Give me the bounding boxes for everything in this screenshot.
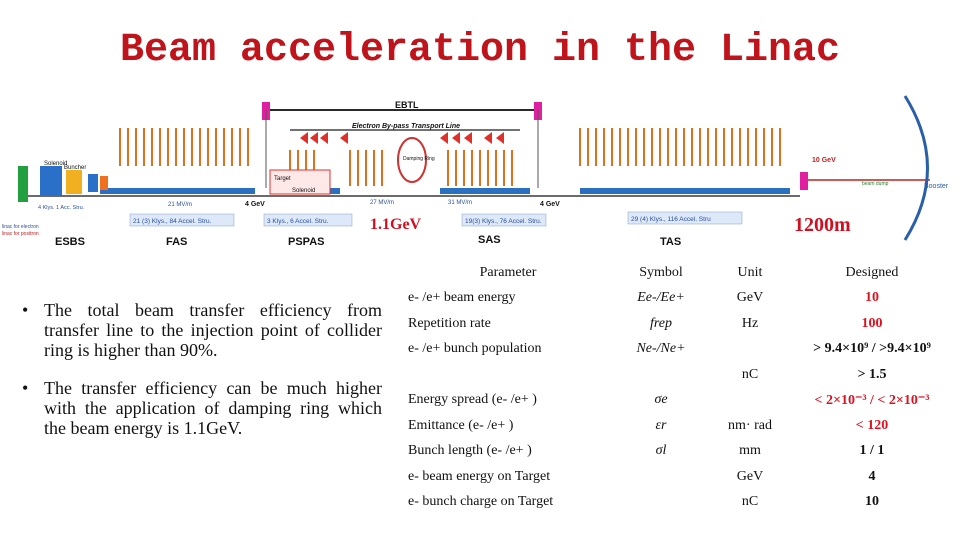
cell-unit: mm <box>739 443 761 459</box>
energy-4gev-left: 4 GeV <box>245 201 265 208</box>
cell-param: e- bunch charge on Target <box>408 494 554 510</box>
section-esbs: ESBS <box>55 236 85 248</box>
cell-designed: 1 / 1 <box>859 443 885 459</box>
cell-unit: GeV <box>736 290 764 306</box>
cell-unit: nC <box>741 366 759 382</box>
cell-unit: Hz <box>741 315 759 331</box>
cell-unit <box>710 337 790 363</box>
table-row <box>404 362 954 388</box>
cell-symbol <box>612 490 710 516</box>
cell-designed: 4 <box>868 468 876 484</box>
cell-param: e- beam energy on Target <box>408 468 551 484</box>
cell-param: Energy spread (e- /e+ ) <box>408 392 537 408</box>
cell-designed: < 2×10⁻³ / < 2×10⁻³ <box>814 392 930 408</box>
cell-param: Repetition rate <box>408 315 491 331</box>
parameter-table <box>404 260 954 515</box>
cell-symbol: σl <box>655 443 667 459</box>
solenoid-bottom-label: Solenoid <box>292 188 316 194</box>
cell-unit: nC <box>741 494 759 510</box>
cell-designed: 10 <box>865 494 879 510</box>
header-parameter: Parameter <box>479 264 537 280</box>
solenoid-top-label: Solenoid <box>44 161 68 167</box>
section-sas: SAS <box>478 234 501 246</box>
buncher-label: Buncher <box>64 165 87 171</box>
header-designed: Designed <box>845 264 899 280</box>
table-row <box>404 388 954 414</box>
section-tas: TAS <box>660 236 682 248</box>
booster-label: Booster <box>924 183 949 190</box>
esbs-buncher <box>66 170 82 194</box>
damping-ring-label: Damping Ring <box>403 156 435 162</box>
cell-symbol <box>612 464 710 490</box>
energy-1-1gev: 1.1GeV <box>370 216 422 233</box>
gradient-1: 21 MV/m <box>168 202 193 208</box>
table-row <box>404 439 954 465</box>
accel-structures-left <box>120 128 248 166</box>
beam-dump-label: beam dump <box>862 181 889 187</box>
cell-symbol: Ee-/Ee+ <box>637 290 685 306</box>
legend-electron: linac for electron <box>2 224 39 230</box>
bullet-list <box>22 300 382 456</box>
table-row <box>404 337 954 363</box>
target-label: Target <box>274 176 291 182</box>
seg-sas-label: 19(3) Klys., 76 Accel. Stru. <box>465 218 542 225</box>
energy-10gev: 10 GeV <box>812 157 836 164</box>
seg-esbs-label: 4 Klys. 1 Acc. Stru. <box>38 205 85 211</box>
cell-symbol: Ne-/Ne+ <box>636 341 686 357</box>
energy-4gev-right: 4 GeV <box>540 201 560 208</box>
header-unit: Unit <box>737 264 763 280</box>
cell-symbol: σe <box>654 392 668 408</box>
cell-param: e- /e+ beam energy <box>408 290 516 306</box>
linac-segment-fas <box>100 188 255 194</box>
linac-segment-sas <box>440 188 530 194</box>
table-row <box>404 464 954 490</box>
cell-symbol: frep <box>649 315 673 331</box>
linac-layout-diagram <box>0 88 960 258</box>
table-row <box>404 490 954 516</box>
seg-fas-label: 21 (3) Klys., 84 Accel. Stru. <box>133 218 212 225</box>
legend-positron: linac for positron <box>2 231 39 237</box>
cell-designed: 10 <box>865 290 879 306</box>
table-row <box>404 311 954 337</box>
bypass-label: Electron By-pass Transport Line <box>352 123 461 130</box>
cell-param: e- /e+ bunch population <box>408 341 542 357</box>
cell-symbol <box>612 362 710 388</box>
cell-unit: GeV <box>736 468 764 484</box>
esbs-solenoid <box>40 166 62 196</box>
accel-structures-right <box>580 128 780 166</box>
table-row <box>404 413 954 439</box>
gradient-3: 31 MV/m <box>448 200 473 206</box>
cell-param: Emittance (e- /e+ ) <box>408 417 514 433</box>
cell-designed: < 120 <box>855 417 889 433</box>
linac-segment-tas <box>580 188 790 194</box>
bullet-dot: • <box>22 300 29 320</box>
booster-arc <box>905 96 928 240</box>
bullet-item <box>22 300 382 360</box>
ebtl-label: EBTL <box>395 100 419 110</box>
gradient-2: 27 MV/m <box>370 200 395 206</box>
bullet-dot: • <box>22 378 29 398</box>
seg-pspas-label: 3 Klys., 6 Accel. Stru. <box>267 218 329 225</box>
section-fas: FAS <box>166 236 188 248</box>
esbs-gun <box>18 166 28 202</box>
table-row <box>404 286 954 312</box>
page-title: Beam acceleration in the Linac <box>119 28 841 73</box>
section-pspas: PSPAS <box>288 236 325 248</box>
header-symbol: Symbol <box>639 264 683 280</box>
cell-designed: > 9.4×10⁹ / >9.4×10⁹ <box>813 341 931 357</box>
cell-designed: > 1.5 <box>857 366 887 382</box>
seg-tas-label: 29 (4) Klys., 116 Accel. Stru <box>631 216 711 223</box>
cell-param <box>404 362 612 388</box>
bypass-arrows <box>300 132 504 144</box>
bullet-text: The total beam transfer efficiency from transfer line to the injection point of collider ring is higher than 90%. <box>44 300 382 360</box>
cell-symbol: εr <box>655 417 667 433</box>
output-magnet <box>800 172 808 190</box>
cell-unit <box>710 388 790 414</box>
bullet-item <box>22 378 382 438</box>
bullet-text: The transfer efficiency can be much higher with the application of damping ring which the beam energy is 1.1GeV. <box>44 378 382 438</box>
table-header-row <box>404 260 954 286</box>
cell-designed: 100 <box>861 315 883 331</box>
cell-param: Bunch length (e- /e+ ) <box>408 443 532 459</box>
cell-unit: nm· rad <box>728 417 772 433</box>
linac-length: 1200m <box>794 214 851 236</box>
